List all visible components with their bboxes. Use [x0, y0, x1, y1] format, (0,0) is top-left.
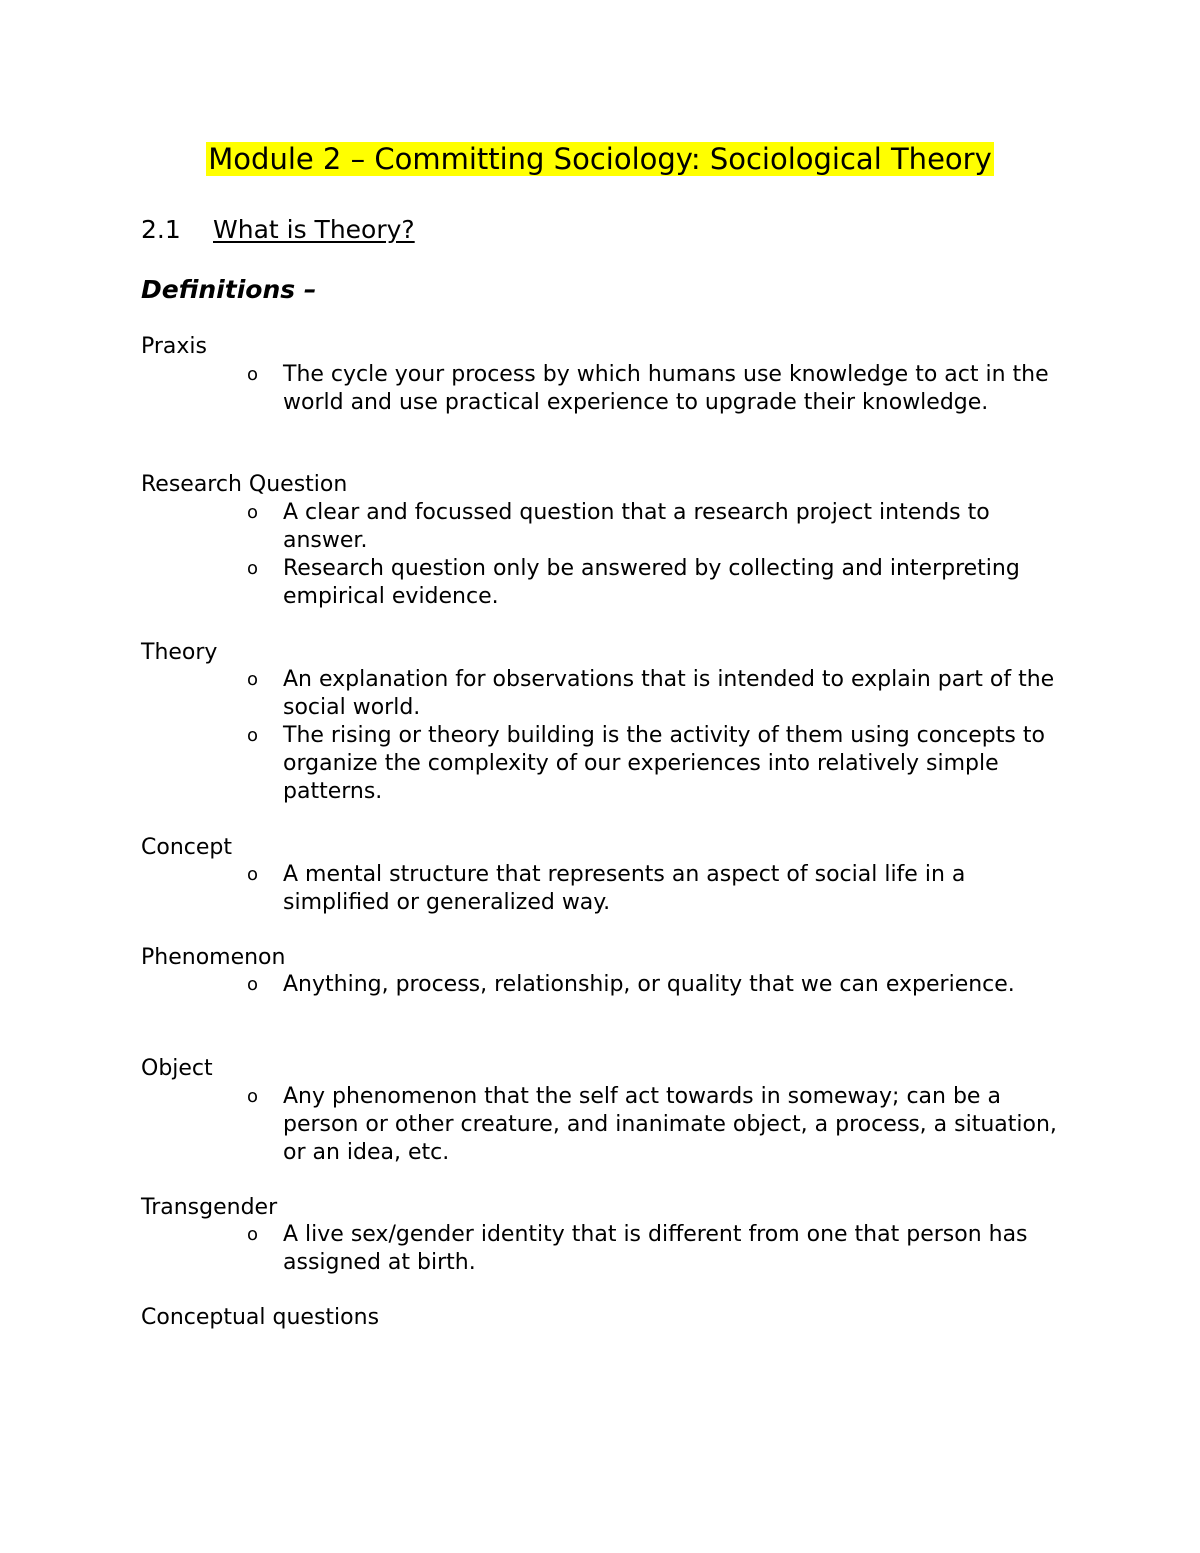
- term-research-question: Research Question: [141, 472, 348, 497]
- bullet-text: An explanation for observations that is intended to explain part of the social world.: [283, 667, 1055, 720]
- bullet-text: The cycle your process by which humans use knowledge to act in the world and use practical experience to upgrade their knowledge.: [283, 362, 1049, 415]
- bullet-marker: o: [247, 974, 259, 995]
- bullet-marker: o: [247, 1224, 259, 1245]
- list-item: [0, 555, 1063, 611]
- research-question-bullet-list: [0, 499, 1200, 611]
- transgender-bullet-list: [0, 1221, 1200, 1277]
- list-item: [0, 666, 1063, 722]
- concept-bullet-list: [0, 861, 1200, 917]
- praxis-bullet-list: [0, 361, 1200, 417]
- bullet-text: Research question only be answered by collecting and interpreting empirical evidence.: [283, 556, 1020, 609]
- bullet-text: A mental structure that represents an aspect of social life in a simplified or generalized way.: [283, 862, 966, 915]
- term-concept: Concept: [141, 835, 232, 860]
- list-item: [0, 1083, 1063, 1167]
- bullet-text: A live sex/gender identity that is different from one that person has assigned at birth.: [283, 1222, 1028, 1275]
- list-item: [0, 361, 1063, 417]
- bullet-marker: o: [247, 725, 259, 746]
- bullet-marker: o: [247, 364, 259, 385]
- bullet-marker: o: [247, 669, 259, 690]
- title-container: [0, 140, 1200, 178]
- list-item: [0, 971, 1063, 999]
- term-conceptual-questions: Conceptual questions: [141, 1305, 380, 1330]
- definitions-heading: Definitions –: [141, 275, 317, 304]
- list-item: [0, 499, 1063, 555]
- list-item: [0, 861, 1063, 917]
- bullet-text: A clear and focussed question that a research project intends to answer.: [283, 500, 990, 553]
- list-item: [0, 722, 1063, 806]
- term-theory: Theory: [141, 640, 218, 665]
- bullet-marker: o: [247, 864, 259, 885]
- object-bullet-list: [0, 1083, 1200, 1167]
- section-heading: [141, 213, 415, 247]
- section-title: What is Theory?: [213, 215, 415, 244]
- term-transgender: Transgender: [141, 1195, 278, 1220]
- list-item: [0, 1221, 1063, 1277]
- bullet-text: Any phenomenon that the self act towards in someway; can be a person or other creature, and inanimate object, a process, a situation, or an idea, etc.: [283, 1084, 1057, 1165]
- bullet-marker: o: [247, 558, 259, 579]
- term-object: Object: [141, 1056, 213, 1081]
- theory-bullet-list: [0, 666, 1200, 806]
- bullet-marker: o: [247, 1086, 259, 1107]
- bullet-marker: o: [247, 502, 259, 523]
- bullet-text: Anything, process, relationship, or quality that we can experience.: [283, 972, 1015, 997]
- document-title: Module 2 – Committing Sociology: Sociological Theory: [208, 142, 992, 176]
- phenomenon-bullet-list: [0, 971, 1200, 999]
- bullet-text: The rising or theory building is the activity of them using concepts to organize the complexity of our experiences into relatively simple patterns.: [283, 723, 1045, 804]
- term-praxis: Praxis: [141, 334, 207, 359]
- term-phenomenon: Phenomenon: [141, 945, 286, 970]
- section-number: 2.1: [141, 215, 181, 244]
